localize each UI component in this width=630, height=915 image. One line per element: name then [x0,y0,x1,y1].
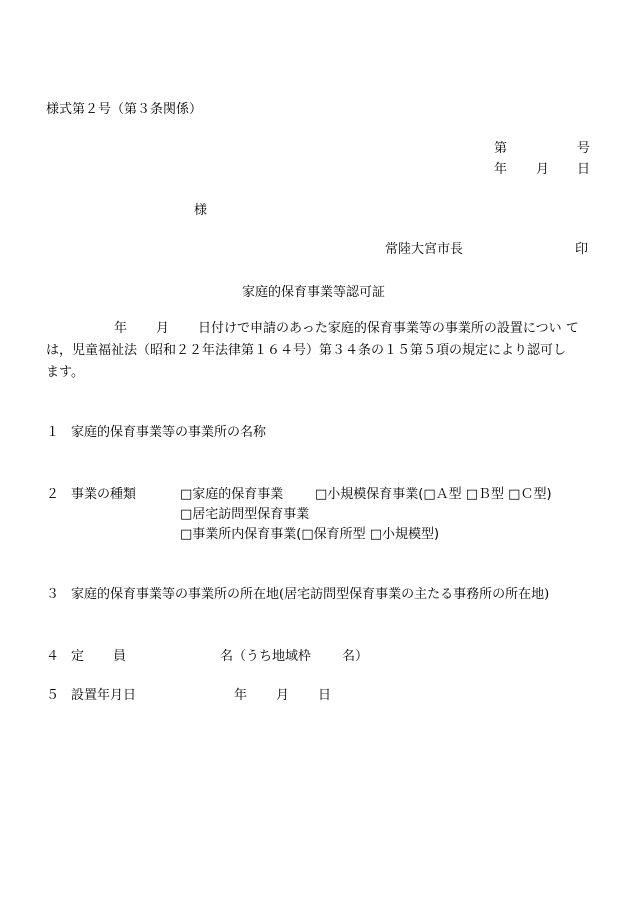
item-5-number: ５ [46,688,60,703]
item-5-month: 月 [276,688,290,703]
body-year: 年 [114,321,128,336]
doc-number-suffix: 号 [577,141,591,156]
body-paragraph [46,318,590,384]
item-5-day: 日 [318,688,332,703]
date-year: 年 [494,162,508,177]
item-5-year: 年 [234,688,248,703]
item-4-persons: 名（うち地域枠 [220,649,312,664]
body-month: 月 [156,321,170,336]
body-rest: 日付けで申請のあった家庭的保育事業等の事業所の設置につい て [198,321,579,336]
body-line-3: ます。 [46,365,84,380]
body-line-1 [46,318,590,340]
addressee-suffix: 様 [194,203,208,218]
item-4-persons-end: 名） [342,649,369,664]
item-4-label-a: 定 [71,649,85,664]
checkbox-family-childcare[interactable]: □家庭的保育事業 [180,487,284,502]
item-5-label: 設置年月日 [71,688,137,703]
checkbox-small-childcare[interactable]: □小規模保育事業(□Ａ型 □Ｂ型 □Ｃ型) [315,487,552,502]
item-1-label: 家庭的保育事業等の事業所の名称 [71,425,267,440]
form-number: 様式第２号（第３条関係） [46,102,203,117]
checkbox-home-visit-childcare[interactable]: □居宅訪問型保育事業 [180,507,310,522]
seal-mark: 印 [575,242,589,257]
item-3-number: ３ [46,587,60,602]
item-2-number: ２ [46,487,60,502]
item-2-label: 事業の種類 [71,487,137,502]
item-1-number: １ [46,425,60,440]
issuer-name: 常陸大宮市長 [385,242,464,257]
document-title: 家庭的保育事業等認可証 [242,285,386,300]
item-4-label-b: 員 [113,649,127,664]
item-4-number: ４ [46,649,60,664]
date-day: 日 [577,162,591,177]
date-month: 月 [536,162,550,177]
body-line-2: は，児童福祉法（昭和２２年法律第１６４号）第３４条の１５第５項の規定により認可し [46,343,567,358]
doc-number-prefix: 第 [494,141,508,156]
checkbox-workplace-childcare[interactable]: □事業所内保育事業(□保育所型 □小規模型) [180,527,440,542]
item-3-label: 家庭的保育事業等の事業所の所在地(居宅訪問型保育事業の主たる事務所の所在地) [71,587,550,602]
